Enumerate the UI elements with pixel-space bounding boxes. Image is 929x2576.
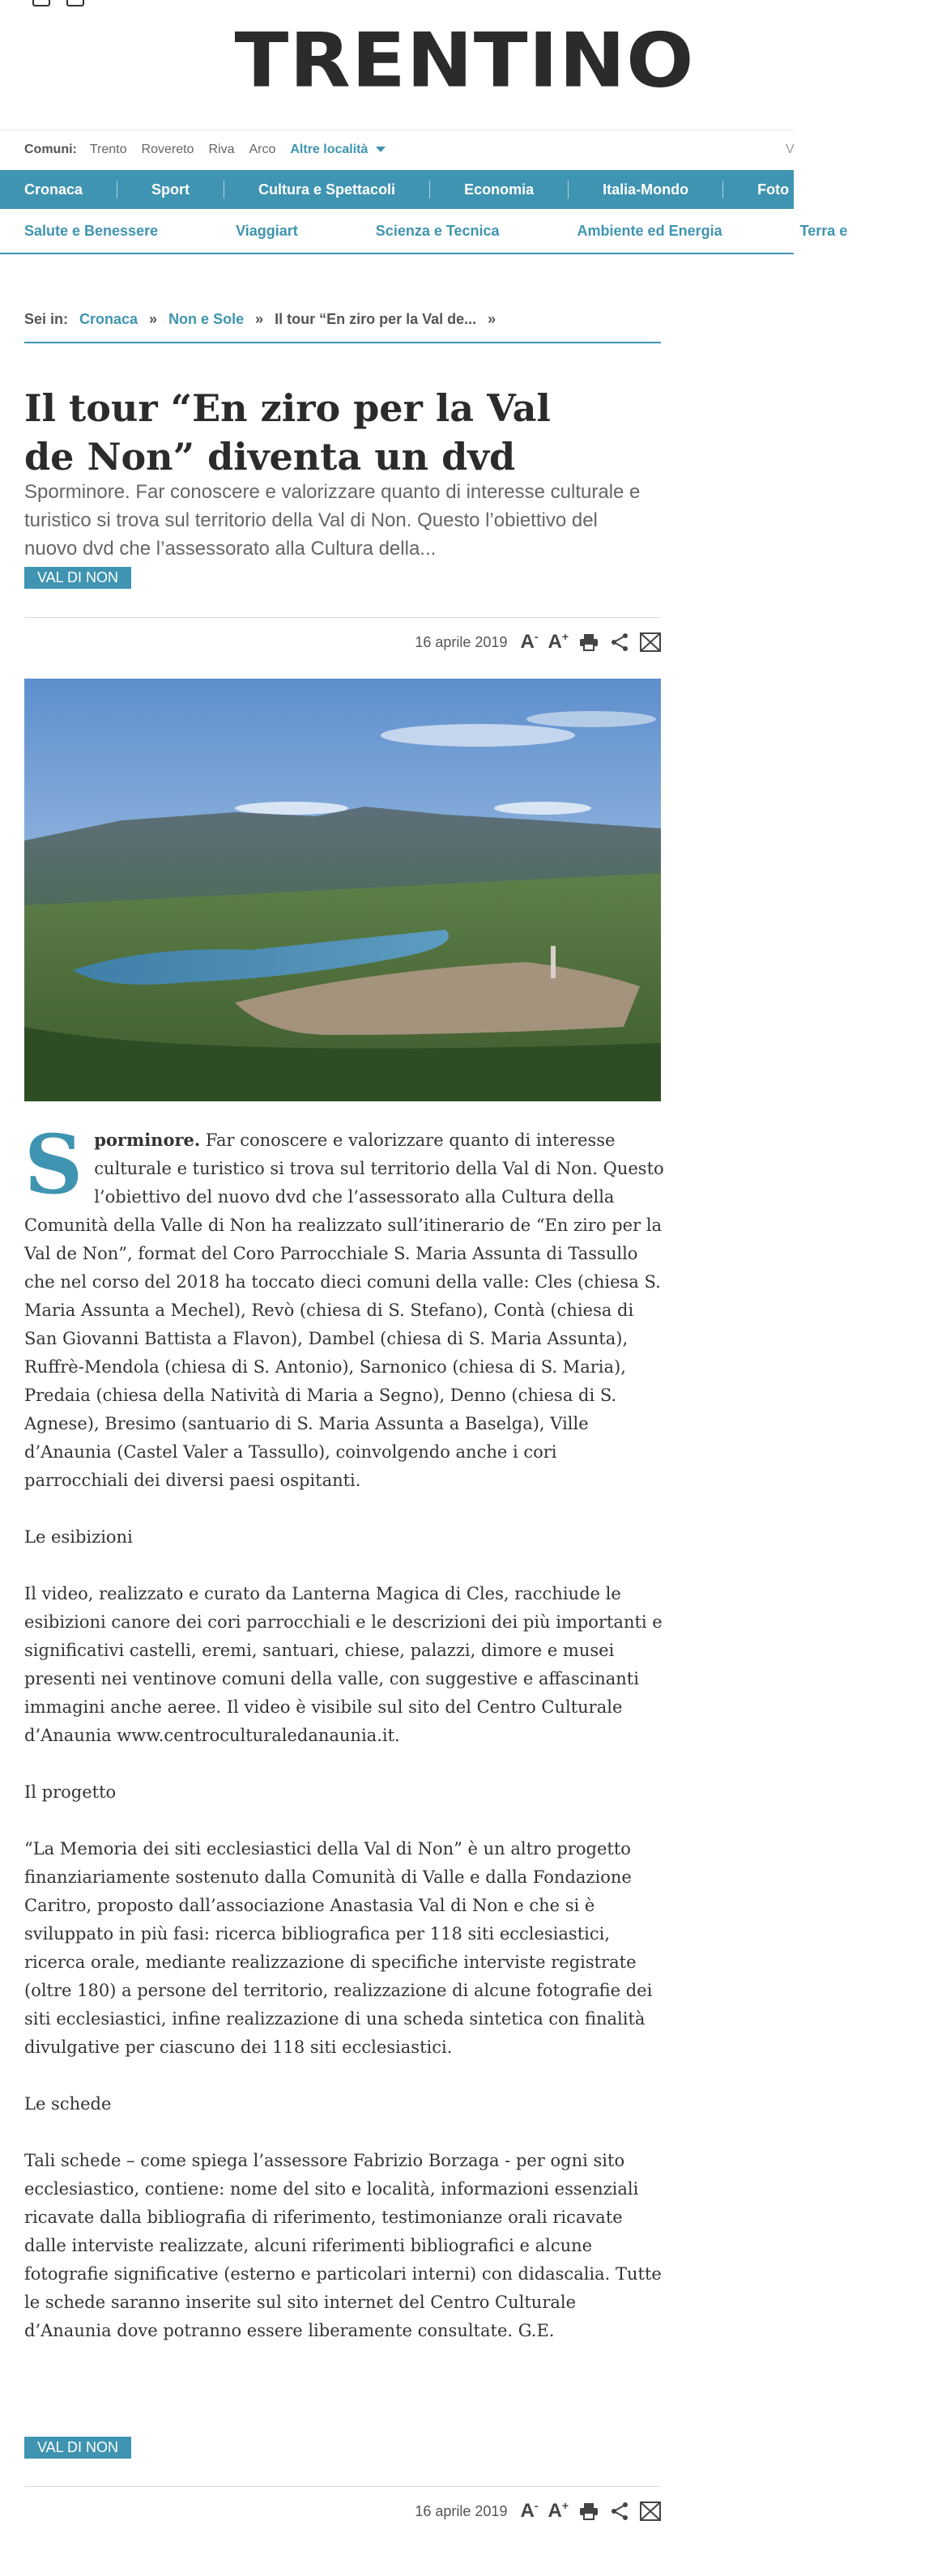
main-nav — [0, 170, 868, 209]
font-decrease-label: A — [520, 2500, 535, 2522]
masthead — [0, 16, 929, 105]
nav-item-overflow[interactable]: V — [823, 181, 901, 198]
print-icon[interactable] — [578, 632, 599, 653]
breadcrumb-trail: » — [488, 311, 496, 327]
font-decrease-button[interactable]: A- — [520, 2499, 539, 2522]
share-icon[interactable] — [609, 632, 630, 653]
menu-icon[interactable] — [66, 0, 84, 6]
drop-cap: S — [24, 1117, 83, 1212]
chevron-down-icon — [376, 147, 386, 152]
print-icon[interactable] — [578, 2501, 599, 2522]
comune-link-arco[interactable]: Arco — [249, 142, 276, 156]
subnav-item-salute[interactable]: Salute e Benessere — [24, 222, 159, 239]
mail-icon[interactable] — [640, 632, 661, 653]
article-toolbar — [24, 617, 661, 653]
article-summary: Sporminore. Far conoscere e valorizzare quanto di interesse culturale e turistico si trova sul territorio della Val di Non. Questo l’obiettivo del nuovo dvd che l’assessorato alla Cultura della... — [24, 481, 641, 560]
font-decrease-button[interactable]: A- — [520, 630, 539, 653]
breadcrumb-label: Sei in: — [24, 311, 69, 327]
sub-nav — [0, 209, 848, 254]
category-tag[interactable]: VAL DI NON — [24, 567, 131, 589]
paragraph-intro — [24, 1117, 664, 1495]
nav-item-sport[interactable]: Sport — [117, 181, 224, 198]
article-title: Il tour “En ziro per la Val de Non” diventa un dvd — [24, 386, 551, 479]
lead-word: porminore. — [94, 1130, 201, 1150]
site-logo[interactable]: TRENTINO — [234, 16, 695, 105]
comune-link-riva[interactable]: Riva — [208, 142, 235, 156]
altre-localita-dropdown[interactable] — [290, 143, 386, 157]
nav-item-cultura[interactable]: Cultura e Spettacoli — [224, 181, 429, 198]
share-icon[interactable] — [609, 2501, 630, 2522]
breadcrumb-separator: » — [149, 311, 158, 327]
font-increase-label: A — [548, 2500, 562, 2522]
paragraph-progetto: “La Memoria dei siti ecclesiastici della Val di Non” è un altro progetto finanziariamente sostenuto dalla Comunità di Valle e dalla Fondazione Caritro, proposto dall’associazione Anastasia Val di Non e che si è sviluppato in più fasi: ricerca bibliografica per 118 siti ecclesiastici, ricerca orale, mediante realizzazione di specifiche interviste registrate (oltre 180) a persone del territorio, realizzazione di alcune fotografie dei siti ecclesiastici, infine realizzazione di una scheda sintetica con finalità divulgative per ciascuno dei 118 siti ecclesiastici. — [24, 1839, 653, 2057]
subheading-esibizioni: Le esibizioni — [24, 1527, 133, 1547]
top-utility-icons — [32, 0, 84, 6]
article-date: 16 aprile 2019 — [415, 2503, 508, 2519]
subnav-item-viaggiart[interactable]: Viaggiart — [236, 222, 298, 239]
mail-icon[interactable] — [640, 2501, 661, 2522]
comune-link-rovereto[interactable]: Rovereto — [141, 142, 194, 156]
article-hero-image — [24, 679, 661, 1101]
comuni-overflow-text: V — [786, 142, 795, 156]
nav-item-economia[interactable]: Economia — [429, 181, 568, 198]
comuni-label: Comuni: — [24, 142, 77, 156]
paragraph-schede: Tali schede – come spiega l’assessore Fabrizio Borzaga - per ogni sito ecclesiastico, contiene: nome del sito e località, informazioni essenziali ricavate dalla bibliografia di riferimento, testimonianze orali ricavate dalle interviste realizzate, alcuni riferimenti bibliografici e alcune fotografie significative (esterno e particolari interni) con didascalia. Tutte le schede saranno inserite sul sito internet del Centro Culturale d’Anaunia dove potranno essere liberamente consultate. G.E. — [24, 2151, 662, 2340]
breadcrumb-current: Il tour “En ziro per la Val de... — [275, 311, 477, 327]
subheading-progetto: Il progetto — [24, 1782, 117, 1802]
subheading-schede: Le schede — [24, 2094, 112, 2114]
paragraph-video: Il video, realizzato e curato da Lanterna Magica di Cles, racchiude le esibizioni canore dei cori parrocchiali e le descrizioni dei più importanti e significativi castelli, eremi, santuari, chiese, palazzi, dimore e musei presenti nei ventinove comuni della valle, con suggestive e affascinanti immagini anche aeree. Il video è visibile sul sito del Centro Culturale d’Anaunia www.centroculturaledanaunia.it. — [24, 1584, 663, 1745]
article-body — [24, 1117, 664, 2374]
article-toolbar-bottom — [24, 2486, 661, 2522]
font-increase-button[interactable]: A+ — [548, 630, 569, 653]
nav-item-italia-mondo[interactable]: Italia-Mondo — [568, 181, 722, 198]
nav-item-cronaca[interactable]: Cronaca — [24, 181, 83, 198]
category-tag[interactable]: VAL DI NON — [24, 2437, 131, 2459]
font-increase-label: A — [548, 631, 562, 653]
user-icon[interactable] — [32, 0, 50, 6]
subnav-item-ambiente[interactable]: Ambiente ed Energia — [577, 222, 722, 239]
comuni-bar — [0, 130, 794, 168]
breadcrumb-link-cronaca[interactable]: Cronaca — [79, 311, 138, 327]
paragraph-text: Far conoscere e valorizzare quanto di interesse culturale e turistico si trova sul territorio della Val di Non. Questo l’obiettivo del nuovo dvd che l’assessorato alla Cultura della Comunità della Valle di Non ha realizzato sull’itinerario de “En ziro per la Val de Non”, format del Coro Parrocchiale S. Maria Assunta di Tassullo che nel corso del 2018 ha toccato dieci comuni della valle: Cles (chiesa S. Maria Assunta a Mechel), Revò (chiesa di S. Stefano), Contà (chiesa di San Giovanni Battista a Flavon), Dambel (chiesa di S. Maria Assunta), Ruffrè-Mendola (chiesa di S. Antonio), Sarnonico (chiesa di S. Maria), Predaia (chiesa della Natività di Maria a Segno), Denno (chiesa di S. Agnese), Bresimo (santuario di S. Maria Assunta a Baselga), Ville d’Anaunia (Castel Valer a Tassullo), coinvolgendo anche i cori parrocchiali dei diversi paesi ospitanti. — [24, 1130, 664, 1490]
breadcrumb-link-non-e-sole[interactable]: Non e Sole — [168, 311, 245, 327]
subnav-item-scienza[interactable]: Scienza e Tecnica — [375, 222, 500, 239]
article-date: 16 aprile 2019 — [415, 634, 508, 650]
nav-item-foto[interactable]: Foto — [722, 181, 823, 198]
subnav-item-terra[interactable]: Terra e — [799, 222, 848, 239]
font-increase-button[interactable]: A+ — [548, 2499, 569, 2522]
altre-localita-label: Altre località — [290, 142, 369, 156]
breadcrumb-separator: » — [255, 311, 264, 327]
comune-link-trento[interactable]: Trento — [89, 142, 127, 156]
breadcrumb — [24, 311, 661, 343]
font-decrease-label: A — [520, 631, 535, 653]
